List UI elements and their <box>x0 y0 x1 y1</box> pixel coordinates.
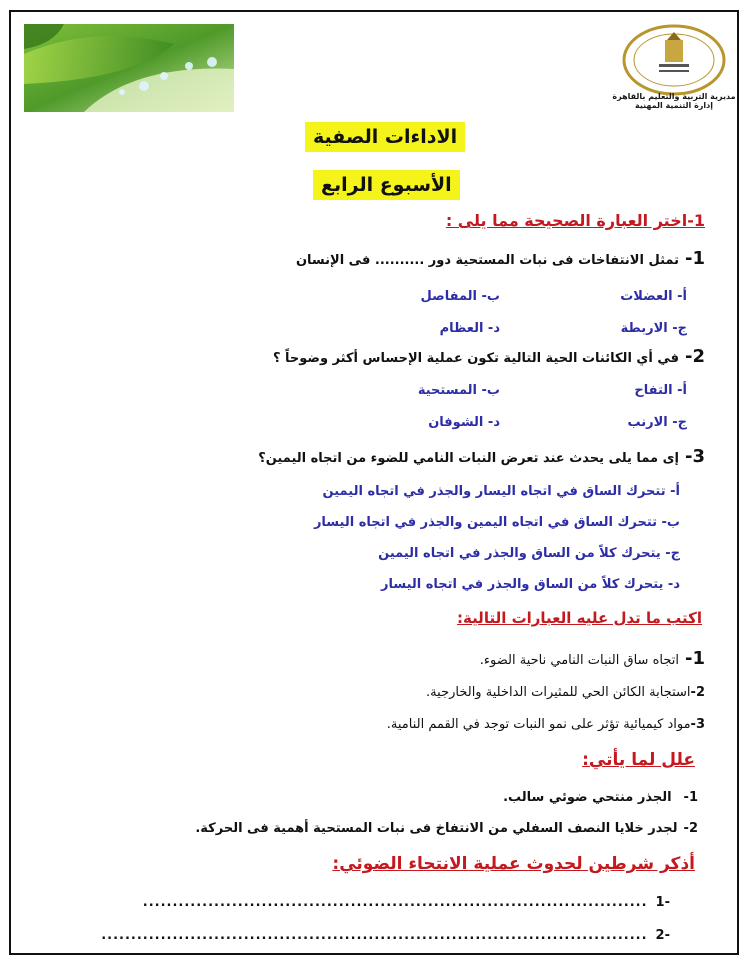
s3-item-1-text: الجذر منتحي ضوئي سالب. <box>503 790 672 805</box>
s4-item-1 <box>143 892 670 914</box>
q1-option-d: د- العظام <box>439 321 500 336</box>
s2-item-1 <box>480 648 705 672</box>
s3-item-1-number: 1- <box>683 790 698 805</box>
s2-item-2-number: 2- <box>690 685 705 700</box>
section2-heading: اكتب ما تدل عليه العبارات التالية: <box>456 609 702 627</box>
s2-item-3-number: 3- <box>690 717 705 732</box>
question-3-number: 3- <box>684 446 705 467</box>
q3-option-a: أ- تتحرك الساق في اتجاه اليسار والجذر في اتجاه اليمين <box>322 484 680 499</box>
question-1 <box>296 248 705 272</box>
leaf-banner-image <box>24 24 234 112</box>
q3-option-d: د- يتحرك كلاً من الساق والجذر في اتجاه اليسار <box>380 577 680 592</box>
q2-option-d: د- الشوفان <box>428 415 500 430</box>
q1-option-a: أ- العضلات <box>620 289 687 304</box>
s2-item-1-text: اتجاه ساق النبات النامي ناحية الضوء. <box>479 653 679 668</box>
q1-option-b: ب- المفاصل <box>420 289 500 304</box>
page-title: الاداءات الصفية <box>305 122 465 152</box>
question-1-text: تمثل الانتفاخات فى نبات المستحية دور .......... فى الإنسان <box>295 253 679 268</box>
question-3 <box>258 446 705 470</box>
q3-option-c: ج- يتحرك كلاً من الساق والجذر في اتجاه اليمين <box>378 546 680 561</box>
q2-option-a: أ- التفاح <box>634 383 687 398</box>
week-title: الأسبوع الرابع <box>313 170 460 200</box>
s2-item-2-text: استجابة الكائن الحي للمثيرات الداخلية والخارجية. <box>426 685 691 700</box>
question-1-number: 1- <box>684 248 705 269</box>
logo-caption-line-2: إدارة التنمية المهنية <box>634 101 714 110</box>
s3-item-2 <box>195 818 698 840</box>
s4-item-1-number: -1 <box>655 895 670 910</box>
s2-item-3-text: مواد كيميائية تؤثر على نمو النبات توجد في القمم النامية. <box>386 717 691 732</box>
s4-item-2-number: -2 <box>655 928 670 943</box>
s2-item-1-number: 1- <box>684 648 705 669</box>
logo-caption-line-1: مديرية التربية والتعليم بالقاهرة <box>612 92 736 101</box>
question-2-number: 2- <box>684 346 705 367</box>
q2-option-c: ج- الارنب <box>627 415 687 430</box>
s2-item-2 <box>426 682 705 704</box>
s4-item-1-answer-line[interactable]: ..................................................................................... <box>142 895 648 910</box>
question-3-text: إى مما يلى يحدث عند تعرض النبات النامي للضوء من اتجاه اليمين؟ <box>258 451 679 466</box>
s4-item-2 <box>101 925 670 947</box>
s4-item-2-answer-line[interactable]: ............................................................................................ <box>101 928 648 943</box>
q3-option-b: ب- تتحرك الساق في اتجاه اليمين والجذر في اتجاه اليسار <box>313 515 680 530</box>
section3-heading: علل لما يأتي: <box>582 750 695 770</box>
section1-heading: 1-اختر العبارة الصحيحة مما يلى : <box>445 211 705 230</box>
q2-option-b: ب- المستحية <box>417 383 500 398</box>
s2-item-3 <box>387 714 705 736</box>
s3-item-1 <box>503 787 698 809</box>
q1-option-c: ج- الاربطة <box>620 321 687 336</box>
s3-item-2-text: لجدر خلايا النصف السفلي من الانتفاخ فى نبات المستحية أهمية فى الحركة. <box>195 821 678 836</box>
logo-caption <box>612 92 736 110</box>
question-2 <box>273 346 705 370</box>
question-2-text: في أي الكائنات الحية التالية تكون عملية الإحساس أكثر وضوحاً ؟ <box>272 351 679 366</box>
section4-heading: أذكر شرطين لحدوث عملية الانتحاء الضوئي: <box>332 854 695 874</box>
s3-item-2-number: 2- <box>683 821 698 836</box>
